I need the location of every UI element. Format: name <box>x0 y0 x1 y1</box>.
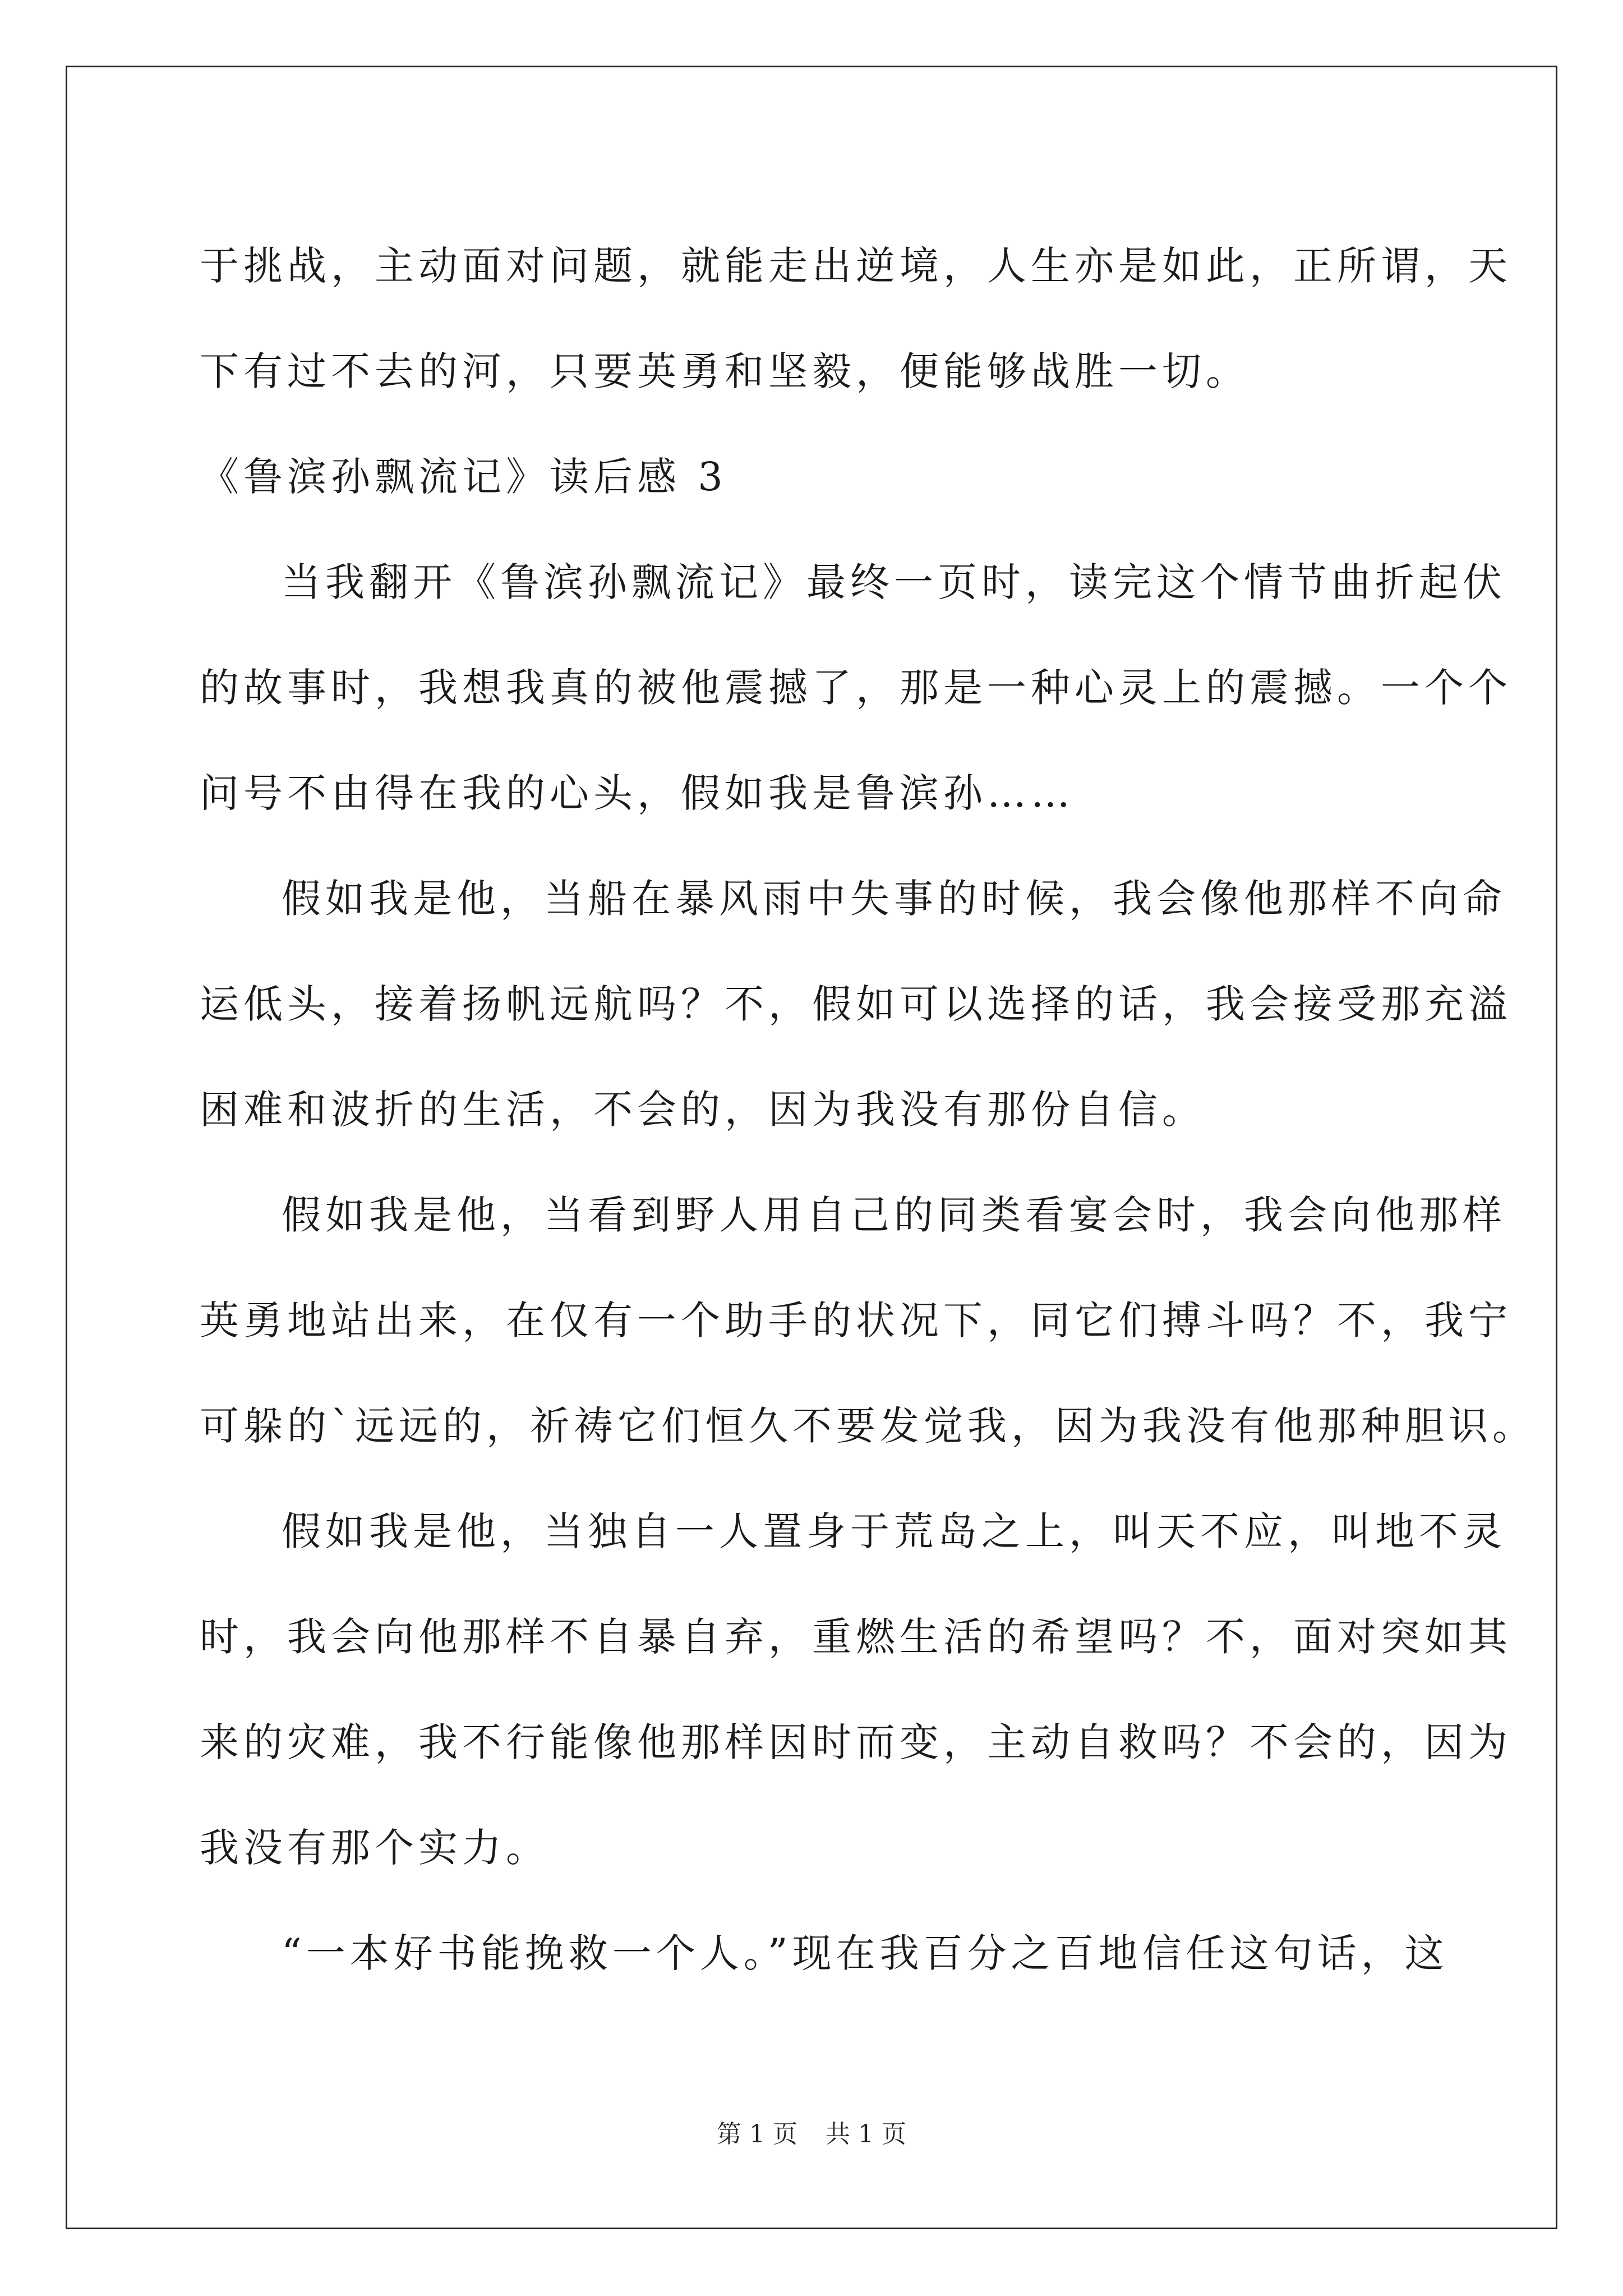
text-line: 我没有那个实力。 <box>200 1825 550 1871</box>
text-line: 于挑战，主动面对问题，就能走出逆境，人生亦是如此，正所谓，天 <box>200 243 1512 289</box>
page-footer <box>0 2118 1623 2151</box>
page-number: 第 1 页 <box>717 2120 797 2148</box>
paragraph-start: 当我翻开《鲁滨孙飘流记》最终一页时，读完这个情节曲折起伏 <box>282 559 1506 605</box>
document-body <box>200 213 1536 2006</box>
text-line: 下有过不去的河，只要英勇和坚毅，便能够战胜一切。 <box>200 348 1249 394</box>
text-line: 时，我会向他那样不自暴自弃，重燃生活的希望吗？不，面对突如其 <box>200 1614 1512 1660</box>
paragraph-start: 假如我是他，当船在暴风雨中失事的时候，我会像他那样不向命 <box>282 876 1506 922</box>
text-line: 困难和波折的生活，不会的，因为我没有那份自信。 <box>200 1087 1206 1133</box>
section-heading: 《鲁滨孙飘流记》读后感 3 <box>200 454 727 500</box>
text-line: 问号不由得在我的心头，假如我是鲁滨孙…… <box>200 770 1075 816</box>
paragraph-start: 假如我是他，当独自一人置身于荒岛之上，叫天不应，叫地不灵 <box>282 1508 1506 1554</box>
paragraph-start: 假如我是他，当看到野人用自己的同类看宴会时，我会向他那样 <box>282 1192 1506 1238</box>
text-line: 运低头，接着扬帆远航吗？不，假如可以选择的话，我会接受那充溢 <box>200 981 1512 1027</box>
page-total: 共 1 页 <box>826 2120 906 2148</box>
text-line: 英勇地站出来，在仅有一个助手的状况下，同它们搏斗吗？不，我宁 <box>200 1297 1512 1343</box>
text-line: 的故事时，我想我真的被他震撼了，那是一种心灵上的震撼。一个个 <box>200 665 1512 711</box>
text-line: 可躲的`远远的，祈祷它们恒久不要发觉我，因为我没有他那种胆识。 <box>200 1403 1536 1449</box>
text-line: 来的灾难，我不行能像他那样因时而变，主动自救吗？不会的，因为 <box>200 1719 1512 1765</box>
paragraph-start: “一本好书能挽救一个人。”现在我百分之百地信任这句话，这 <box>282 1930 1449 1976</box>
